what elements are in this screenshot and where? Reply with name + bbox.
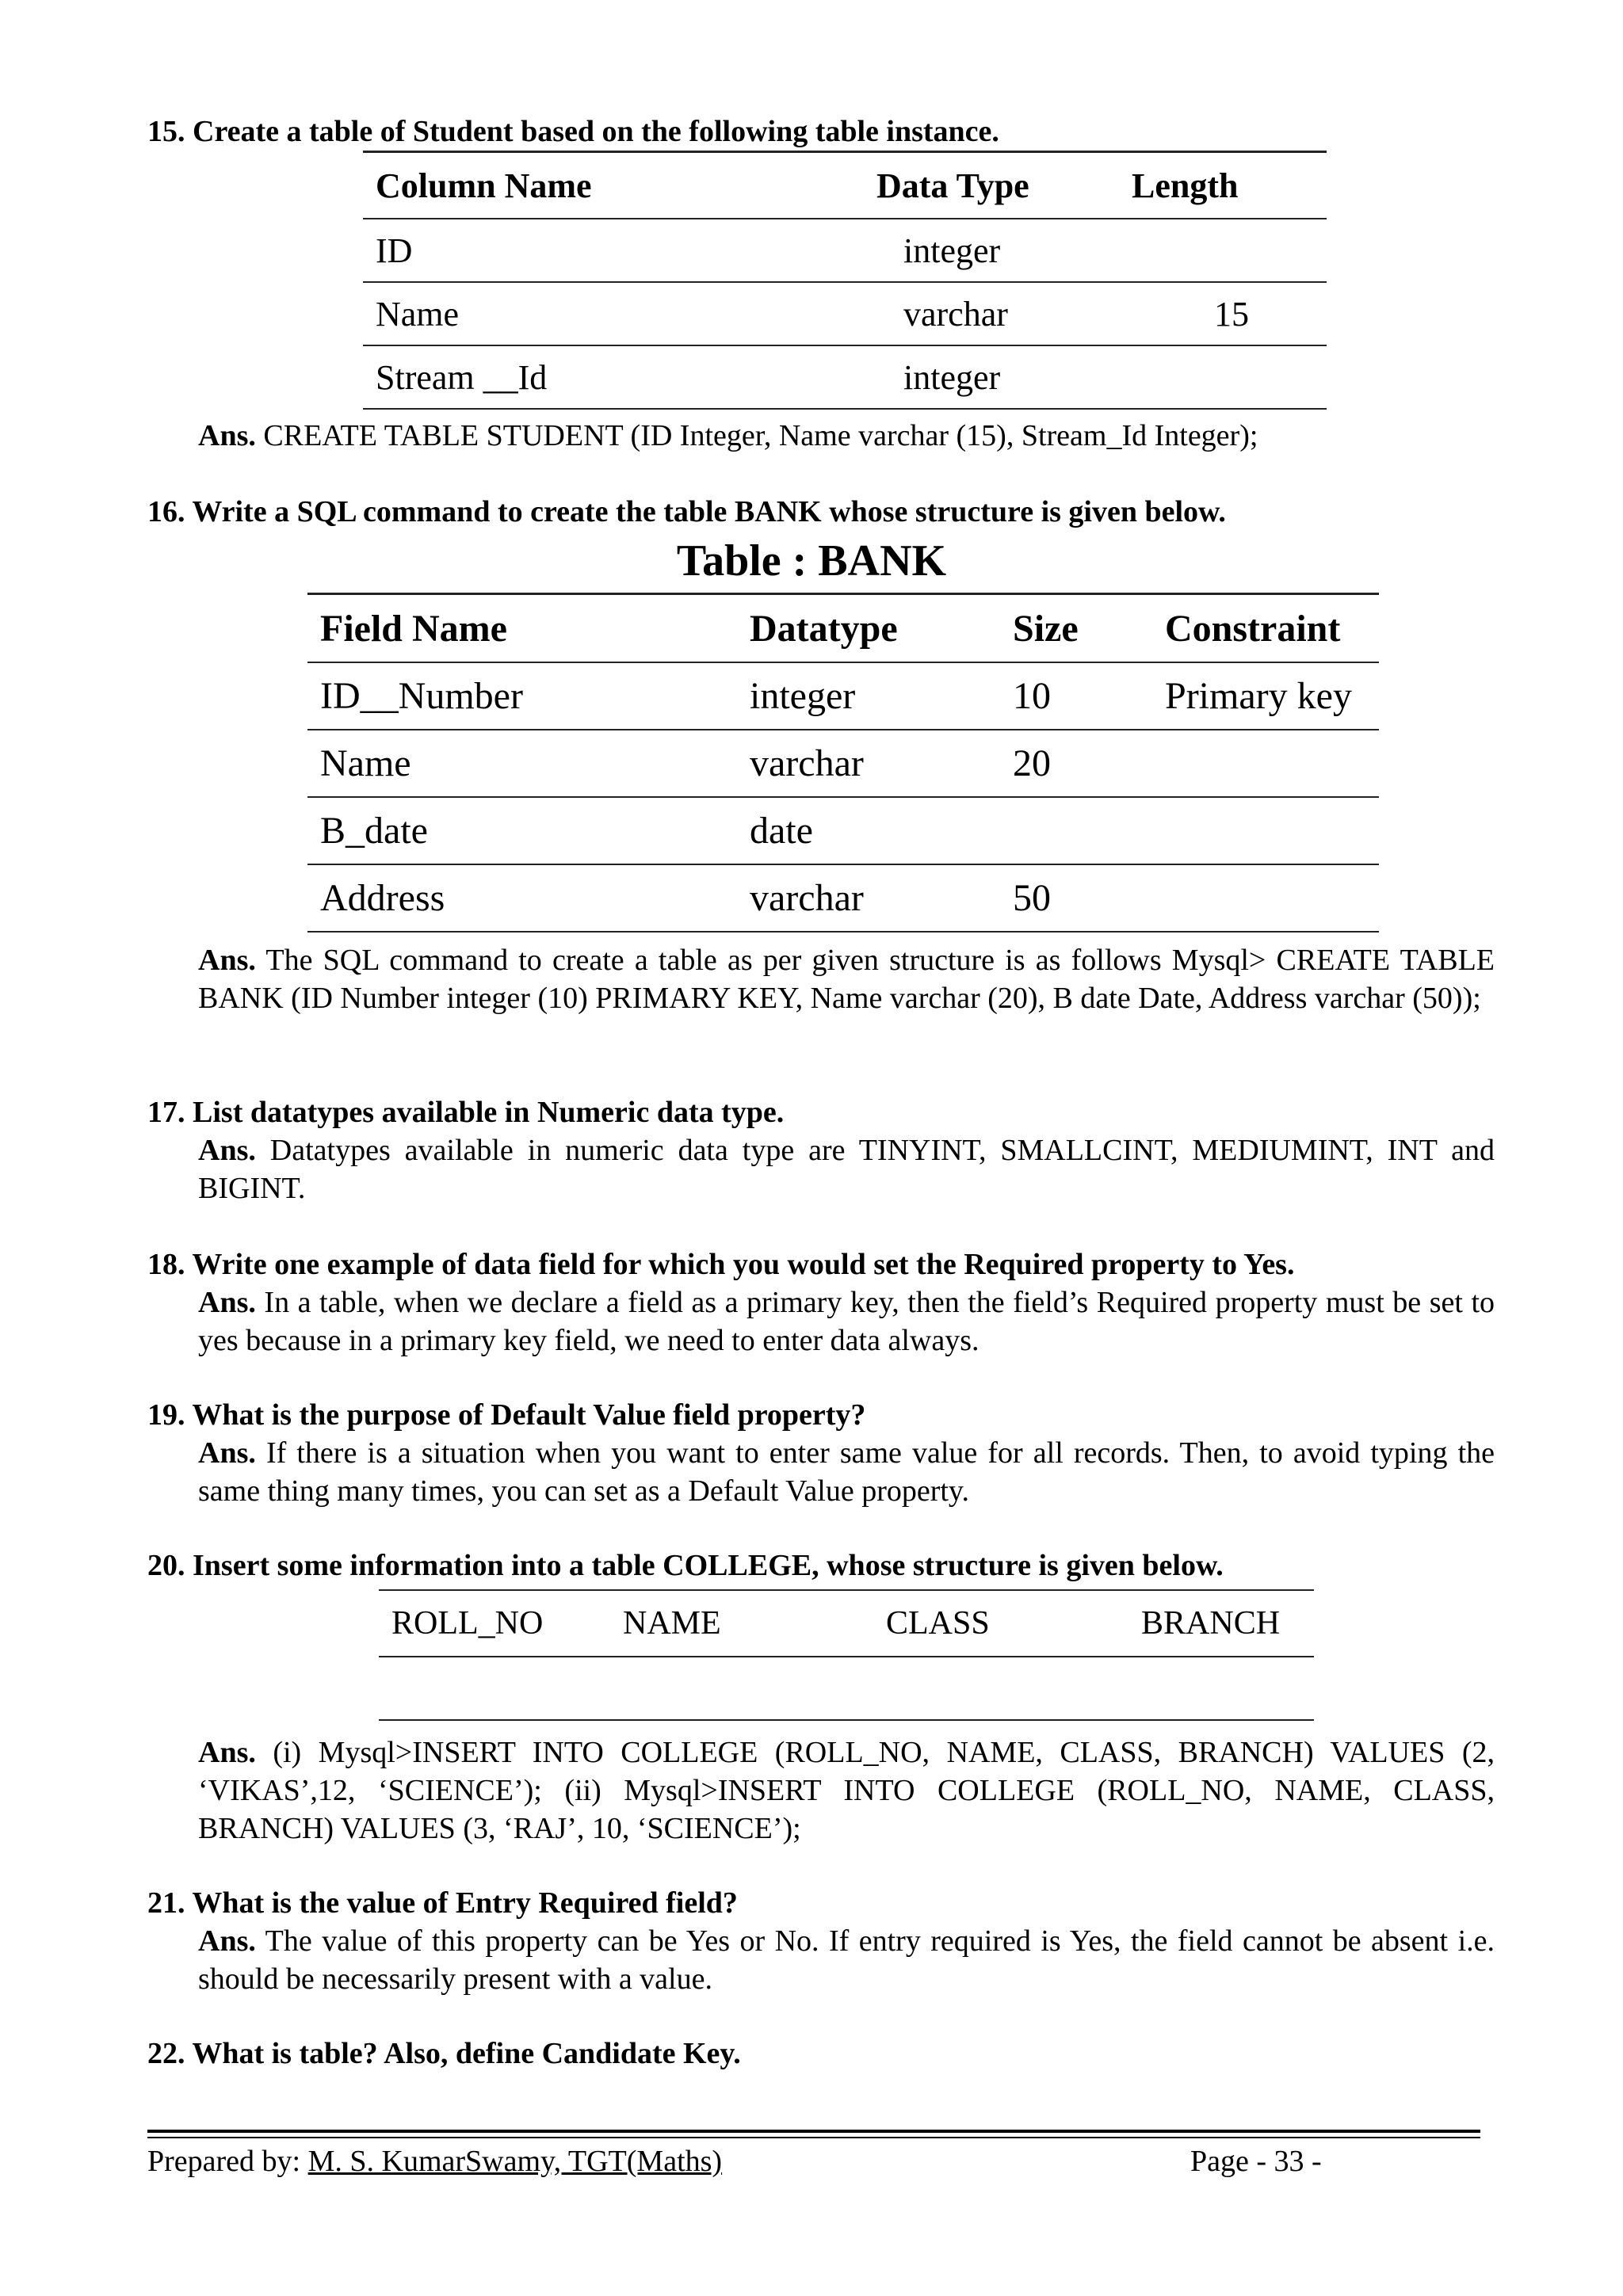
table-cell: varchar (737, 730, 1000, 797)
answer-text: The value of this property can be Yes or No. If entry required is Yes, the field cannot be absent i.e. should be necessarily present with a value. (198, 1924, 1495, 1996)
table-cell (1119, 345, 1327, 409)
table-cell: 15 (1119, 282, 1327, 345)
answer-text: Datatypes available in numeric data type are TINYINT, SMALLCINT, MEDIUMINT, INT and BIGINT. (198, 1134, 1495, 1205)
question-18: 18. Write one example of data field for which you would set the Required property to Yes. (147, 1248, 1295, 1281)
table-cell: Address (307, 864, 737, 932)
page-number: Page - 33 - (1190, 2145, 1322, 2178)
table-header-row (363, 152, 1327, 219)
table-row (363, 345, 1327, 409)
college-table (379, 1589, 1314, 1721)
column-header: Size (1000, 594, 1152, 663)
table-cell: integer (864, 345, 1119, 409)
question-22: 22. What is table? Also, define Candidate Key. (147, 2037, 741, 2070)
answer-text: (i) Mysql>INSERT INTO COLLEGE (ROLL_NO, NAME, CLASS, BRANCH) VALUES (2, ‘VIKAS’,12, ‘SCIENCE’); (ii) Mysql>INSERT INTO COLLEGE (ROLL_NO, NAME, CLASS, BRANCH) VALUES (3, ‘RAJ’, 10, ‘SCIENCE’); (198, 1736, 1495, 1845)
question-17: 17. List datatypes available in Numeric data type. (147, 1096, 785, 1129)
column-header: Column Name (363, 152, 864, 219)
table-row (363, 219, 1327, 282)
table-row (379, 1657, 1314, 1720)
answer-19 (198, 1434, 1495, 1510)
table-cell (1000, 797, 1152, 864)
column-header: Constraint (1152, 594, 1379, 663)
ans-label: Ans. (198, 1736, 256, 1769)
question-20: 20. Insert some information into a table COLLEGE, whose structure is given below. (147, 1549, 1224, 1582)
table-cell: 10 (1000, 662, 1152, 730)
question-16: 16. Write a SQL command to create the table BANK whose structure is given below. (147, 495, 1226, 528)
table-cell: 20 (1000, 730, 1152, 797)
table-cell: Name (307, 730, 737, 797)
table-cell: integer (737, 662, 1000, 730)
footer-prepared-by (147, 2142, 722, 2180)
table-cell: integer (864, 219, 1119, 282)
table-cell: Primary key (1152, 662, 1379, 730)
table-row (307, 797, 1379, 864)
table-header-row (379, 1590, 1314, 1657)
table-cell: Stream __Id (363, 345, 864, 409)
answer-text: CREATE TABLE STUDENT (ID Integer, Name varchar (15), Stream_Id Integer); (263, 419, 1258, 452)
answer-17 (198, 1131, 1495, 1207)
table-cell (379, 1657, 610, 1720)
ans-label: Ans. (198, 1436, 256, 1470)
table-header-row (307, 594, 1379, 663)
table-cell (1119, 219, 1327, 282)
answer-text: If there is a situation when you want to enter same value for all records. Then, to avoid typing the same thing many times, you can set as a Default Value property. (198, 1436, 1495, 1508)
column-header: CLASS (873, 1590, 1128, 1657)
table-cell (1152, 864, 1379, 932)
table-cell: varchar (737, 864, 1000, 932)
column-header: Datatype (737, 594, 1000, 663)
table-cell (1152, 730, 1379, 797)
footer-divider (147, 2137, 1480, 2138)
table-cell: 50 (1000, 864, 1152, 932)
answer-text: The SQL command to create a table as per given structure is as follows Mysql> CREATE TABLE BANK (ID Number integer (10) PRIMARY KEY, Name varchar (20), B date Date, Address varchar (50)); (198, 944, 1495, 1015)
column-header: Field Name (307, 594, 737, 663)
table-row (307, 730, 1379, 797)
ans-label: Ans. (198, 1286, 256, 1319)
answer-15 (198, 417, 1495, 455)
ans-label: Ans. (198, 1134, 256, 1167)
prepared-label: Prepared by: (147, 2145, 308, 2178)
answer-20 (198, 1733, 1495, 1848)
question-15: 15. Create a table of Student based on the following table instance. (147, 115, 999, 148)
table-cell (610, 1657, 873, 1720)
table-cell: ID (363, 219, 864, 282)
author-name: M. S. KumarSwamy, TGT(Maths) (307, 2145, 723, 2178)
table-cell: Name (363, 282, 864, 345)
answer-16 (198, 941, 1495, 1017)
column-header: Length (1119, 152, 1327, 219)
ans-label: Ans. (198, 419, 256, 452)
column-header: NAME (610, 1590, 873, 1657)
column-header: ROLL_NO (379, 1590, 610, 1657)
table-row (307, 864, 1379, 932)
question-21: 21. What is the value of Entry Required field? (147, 1886, 738, 1920)
question-19: 19. What is the purpose of Default Value field property? (147, 1398, 866, 1432)
table-cell: varchar (864, 282, 1119, 345)
column-header: Data Type (864, 152, 1119, 219)
footer-divider (147, 2130, 1480, 2133)
ans-label: Ans. (198, 944, 256, 977)
answer-18 (198, 1283, 1495, 1360)
column-header: BRANCH (1128, 1590, 1314, 1657)
table-cell: date (737, 797, 1000, 864)
table-cell: ID__Number (307, 662, 737, 730)
bank-table-title: Table : BANK (676, 536, 947, 585)
table-cell (1128, 1657, 1314, 1720)
student-table (363, 151, 1327, 410)
table-row (363, 282, 1327, 345)
table-cell (1152, 797, 1379, 864)
table-cell: B_date (307, 797, 737, 864)
ans-label: Ans. (198, 1924, 256, 1958)
answer-text: In a table, when we declare a field as a primary key, then the field’s Required property must be set to yes because in a primary key field, we need to enter data always. (198, 1286, 1495, 1357)
answer-21 (198, 1922, 1495, 1998)
table-cell (873, 1657, 1128, 1720)
bank-table (307, 593, 1379, 933)
table-row (307, 662, 1379, 730)
